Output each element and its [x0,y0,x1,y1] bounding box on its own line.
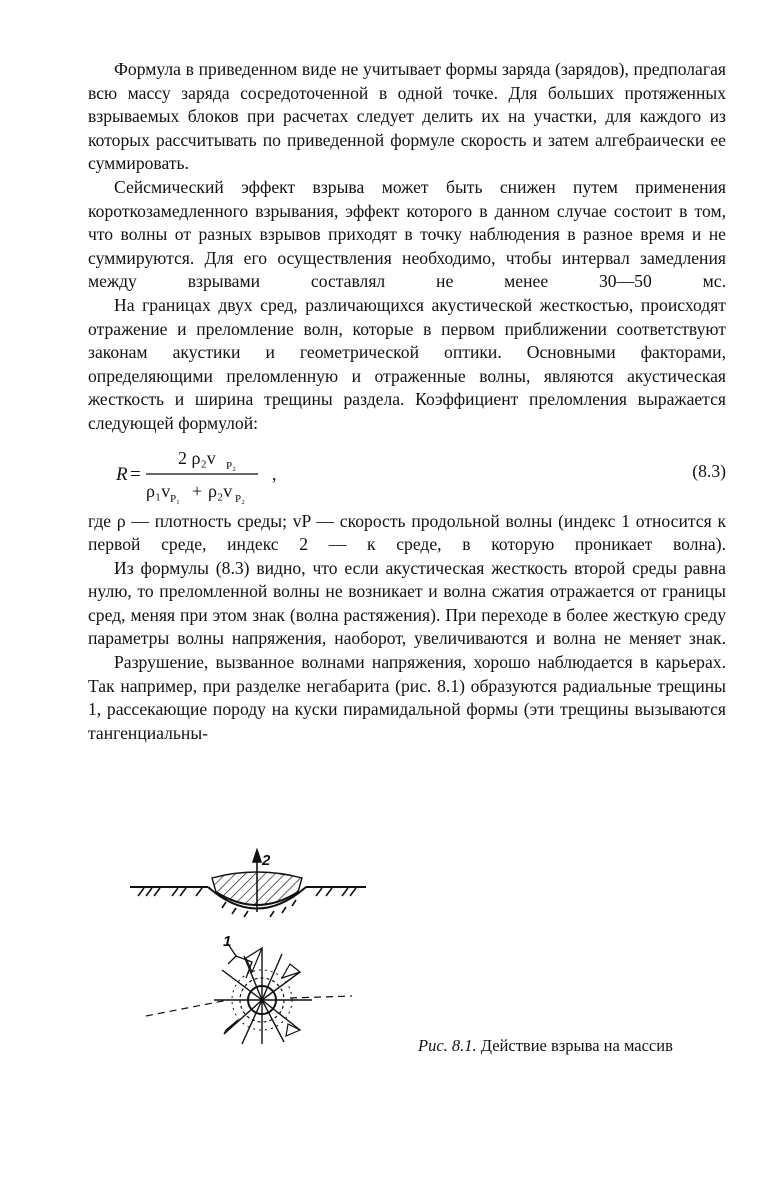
formula-trail: , [272,463,277,484]
formula-den-b-sub: P₂ [235,492,245,505]
paragraph-2: Сейсмический эффект взрыва может быть снижен путем применения короткозамедленного взрывания, эффект которого в данном случае состоит в том, что волны от разных взрывов приходят в точку наблюдения в разное время и не суммируются. Для его осуществления необходимо, чтобы интервал замедления между взрывами составлял не менее 30—50 мс. [88,176,726,292]
formula-numerator: 2 ρ₂v [178,447,216,468]
formula-lhs: R [116,463,128,485]
formula-den-b: ρ₂v [208,480,233,501]
formula-number: (8.3) [692,460,726,481]
paragraph-where: где ρ — плотность среды; vP — скорость продольной волны (индекс 1 относится к первой среде, индекс 2 — к среде, в которую проникает волна). [88,510,726,555]
paragraph-3: На границах двух сред, различающихся акустической жесткостью, происходят отражение и преломление волн, которые в первом приближении соответствуют законам акустики и геометрической оптики. Основными факторами, определяющими преломленную и отраженные волны, являются акустическая жесткость и ширина трещины раздела. Коэффициент преломления выражается следующей формулой: [88,294,726,433]
formula-den-a-sub: P₁ [170,492,180,505]
caption-label: Рис. 8.1. [418,1036,477,1055]
formula-den-plus: + [192,480,203,501]
paragraph-4: Из формулы (8.3) видно, что если акустическая жесткость второй среды равна нулю, то преломленной волны не возникает и волна сжатия отражается от границы сред, меняя при этом знак (волна растяжения). При переходе в более жесткую среду параметры волны напряжения, наоборот, увеличиваются и волна не меняет знак. [88,557,726,649]
label-2: 2 [262,852,271,869]
formula-numerator-sub: P₂ [226,459,236,472]
plan-view [146,944,352,1044]
paragraph-1: Формула в приведенном виде не учитывает формы заряда (зарядов), предполагая всю массу заряда сосредоточенной в одной точке. Для больших протяженных взрываемых блоков при расчетах следует делить их на участки, для каждого из которых рассчитывать по приведенной формуле скорость и затем алгебраически ее суммировать. [88,59,726,174]
formula-den-a: ρ₁v [146,480,171,501]
caption-text: Действие взрыва на массив [476,1036,673,1055]
figure-caption [418,1036,673,1056]
formula-eq: = [130,463,141,485]
paragraph-5: Разрушение, вызванное волнами напряжения, хорошо наблюдается в карьерах. Так например, при разделке негабарита (рис. 8.1) образуются радиальные трещины 1, рассекающие породу на куски пирамидальной формы (эти трещины вызываются тангенциальны- [88,652,726,743]
label-1: 1 [223,933,232,950]
